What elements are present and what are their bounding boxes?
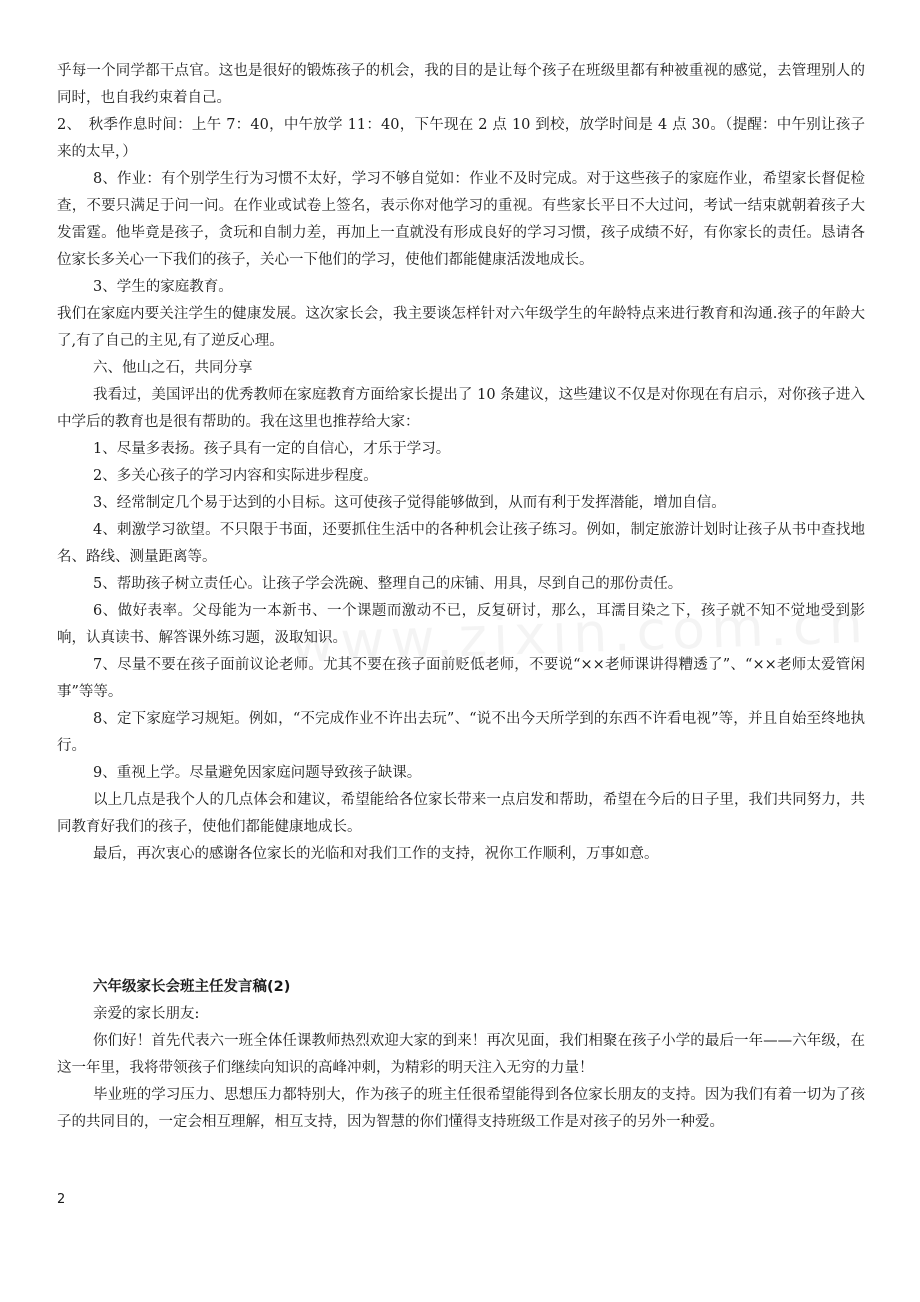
list-item: 8、定下家庭学习规矩。例如，“不完成作业不许出去玩”、“说不出今天所学到的东西不许看电视”等，并且自始至终地执行。 xyxy=(57,711,865,754)
paragraph: 我们在家庭内要关注学生的健康发展。这次家长会，我主要谈怎样针对六年级学生的年龄特点来进行教育和沟通.孩子的年龄大了,有了自己的主见,有了逆反心理。 xyxy=(57,306,865,349)
document-title: 六年级家长会班主任发言稿(2) xyxy=(93,979,291,995)
paragraph: 3、学生的家庭教育。 xyxy=(93,279,233,295)
list-item: 9、重视上学。尽量避免因家庭问题导致孩子缺课。 xyxy=(93,765,422,781)
list-item: 3、经常制定几个易于达到的小目标。这可使孩子觉得能够做到，从而有利于发挥潜能，增加自信。 xyxy=(93,495,726,511)
body-section-a xyxy=(57,58,865,868)
paragraph: 以上几点是我个人的几点体会和建议，希望能给各位家长带来一点启发和帮助，希望在今后的日子里，我们共同努力，共同教育好我们的孩子，使他们都能健康地成长。 xyxy=(57,792,865,835)
paragraph: 乎每一个同学都干点官。这也是很好的锻炼孩子的机会，我的目的是让每个孩子在班级里都有种被重视的感觉，去管理别人的同时，也自我约束着自己。 xyxy=(57,63,865,106)
paragraph: 毕业班的学习压力、思想压力都特别大，作为孩子的班主任很希望能得到各位家长朋友的支持。因为我们有着一切为了孩子的共同目的，一定会相互理解，相互支持，因为智慧的你们懂得支持班级工作是对孩子的另外一种爱。 xyxy=(57,1087,865,1130)
paragraph: 最后，再次衷心的感谢各位家长的光临和对我们工作的支持，祝你工作顺利，万事如意。 xyxy=(93,846,659,862)
list-item: 7、尽量不要在孩子面前议论老师。尤其不要在孩子面前贬低老师，不要说“××老师课讲得糟透了”、“××老师太爱管闲事”等等。 xyxy=(57,657,865,700)
list-item: 5、帮助孩子树立责任心。让孩子学会洗碗、整理自己的床铺、用具，尽到自己的那份责任。 xyxy=(93,576,683,592)
list-item: 4、刺激学习欲望。不只限于书面，还要抓住生活中的各种机会让孩子练习。例如，制定旅游计划时让孩子从书中查找地名、路线、测量距离等。 xyxy=(57,522,865,565)
page-number: 2 xyxy=(57,1192,66,1207)
body-section-b xyxy=(57,974,865,1136)
paragraph: 2、 秋季作息时间：上午 7：40，中午放学 11：40，下午现在 2 点 10 到校，放学时间是 4 点 30。（提醒：中午别让孩子来的太早，） xyxy=(57,117,865,160)
list-item: 1、尽量多表扬。孩子具有一定的自信心，才乐于学习。 xyxy=(93,441,451,457)
list-item: 2、多关心孩子的学习内容和实际进步程度。 xyxy=(93,468,378,484)
salutation: 亲爱的家长朋友: xyxy=(93,1006,200,1022)
section-spacer xyxy=(57,868,865,974)
section-heading: 六、他山之石，共同分享 xyxy=(93,360,253,376)
paragraph: 8、作业：有个别学生行为习惯不太好，学习不够自觉如：作业不及时完成。对于这些孩子的家庭作业，希望家长督促检查，不要只满足于问一问。在作业或试卷上签名，表示你对他学习的重视。有些家长平日不大过问，考试一结束就朝着孩子大发雷霆。他毕竟是孩子，贪玩和自制力差，再加上一直就没有形成良好的学习习惯，孩子成绩不好，有你家长的责任。恳请各位家长多关心一下我们的孩子，关心一下他们的学习，使他们都能健康活泼地成长。 xyxy=(57,171,865,268)
document-page xyxy=(57,58,865,1136)
list-item: 6、做好表率。父母能为一本新书、一个课题而激动不已，反复研讨，那么，耳濡目染之下，孩子就不知不觉地受到影响，认真读书、解答课外练习题，汲取知识。 xyxy=(57,603,865,646)
paragraph: 你们好！首先代表六一班全体任课教师热烈欢迎大家的到来！再次见面，我们相聚在孩子小学的最后一年——六年级，在这一年里，我将带领孩子们继续向知识的高峰冲刺，为精彩的明天注入无穷的力量！ xyxy=(57,1033,865,1076)
paragraph: 我看过，美国评出的优秀教师在家庭教育方面给家长提出了 10 条建议，这些建议不仅是对你现在有启示，对你孩子进入中学后的教育也是很有帮助的。我在这里也推荐给大家： xyxy=(57,387,865,430)
